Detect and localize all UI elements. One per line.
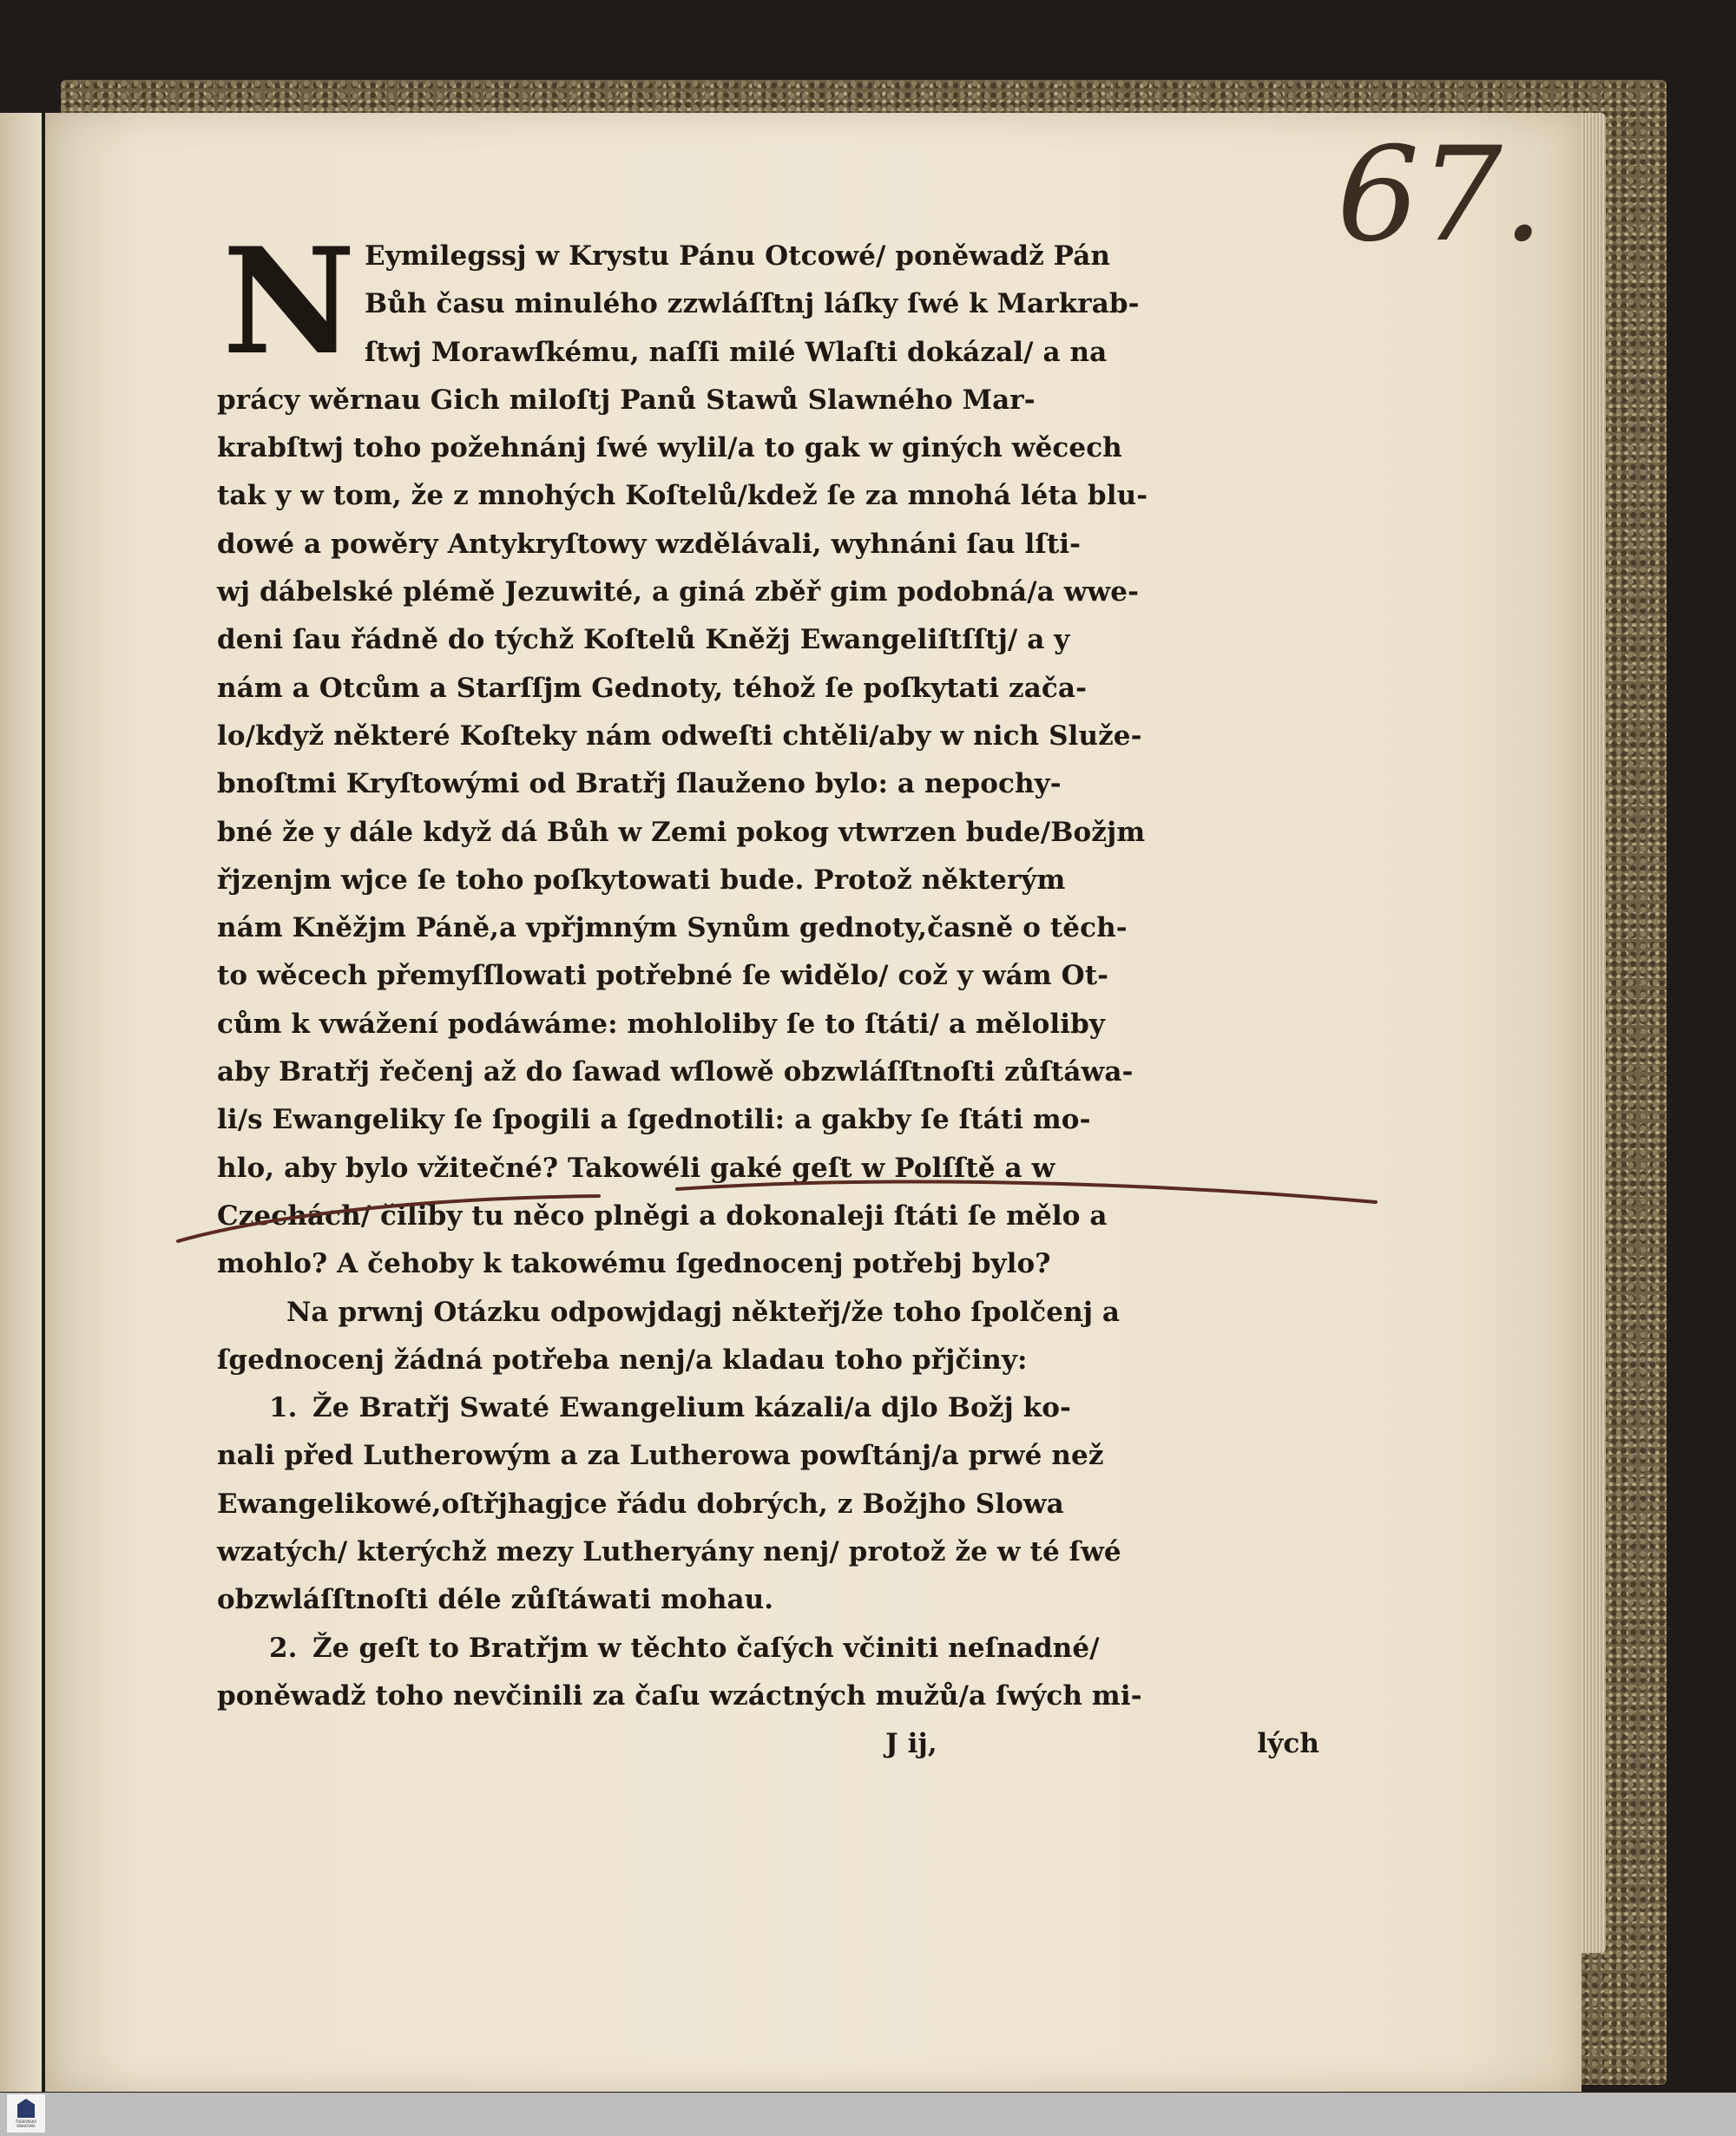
text-line: Že geſt to Bratřjm w těchto čaſých včiniti neſnadné/ [312,1632,1100,1664]
text-line: krabſtwj toho požehnánj ſwé wylil/a to gak w giných wěcech [217,432,1122,464]
text-line: prácy wěrnau Gich miloſtj Panů Stawů Slawného Mar- [217,384,1036,416]
left-page-edge [0,113,42,2092]
signature-mark: J ij, [885,1728,937,1760]
text-line: Že Bratřj Swaté Ewangelium kázali/a djlo Božj ko- [312,1392,1072,1424]
list-number: 1. [269,1392,298,1424]
text-line: nali před Lutherowým a za Lutherowa powſtánj/a prwé než [217,1440,1104,1472]
text-line: wj dábelské plémě Jezuwité, a giná zběř gim podobná/a wwe- [217,576,1140,608]
list-item-1-first-line [217,1384,1319,1432]
page-footer-line [217,1720,1319,1768]
text-line: Na prwnj Otázku odpowjdagj někteřj/že toho ſpolčenj a [286,1296,1121,1328]
tower-icon [17,2099,35,2118]
text-line: Bůh času minulého zzwláſſtnj láſky ſwé k Markrab- [365,288,1140,320]
text-line: bné že y dále když dá Bůh w Zemi pokog vtwrzen bude/Božjm [217,816,1146,848]
text-line: hlo, aby bylo vžitečné? Takowéli gaké geſt w Polſſtě a w [217,1152,1055,1184]
text-line: Czechách/ čiliby tu něco plněgi a dokonaleji ſtáti ſe mělo a [217,1199,1108,1232]
text-line: obzwláſſtnoſti déle zůſtáwati mohau. [217,1584,774,1616]
list-number: 2. [269,1632,298,1664]
text-line: cům k vwážení podáwáme: mohloliby ſe to ſtáti/ a měloliby [217,1008,1106,1040]
text-line: poněwadž toho nevčinili za čaſu wzáctných mužů/a ſwých mi- [217,1679,1142,1712]
text-line: lo/když některé Koſteky nám odweſti chtěli/aby w nich Služe- [217,720,1142,752]
folio-number: 67. [1337,120,1544,271]
text-line: mohlo? A čehoby k takowému ſgednocenj potřebj bylo? [217,1248,1051,1280]
text-line: to wěcech přemyſſlowati potřebné ſe widělo/ což y wám Ot- [217,960,1109,992]
text-line: aby Bratřj řečenj až do ſawad wſlowě obzwláſſtnoſti zůſtáwa- [217,1056,1134,1088]
text-line: wzatých/ kterýchž mezy Lutheryány nenj/ protož že w té ſwé [217,1536,1121,1568]
text-line: dowé a powěry Antykryſtowy wzdělávali, wyhnáni ſau lſti- [217,528,1082,560]
text-line: tak y w tom, že z mnohých Koſtelů/kdež ſe za mnohá léta blu- [217,480,1148,512]
text-line: Eymilegssj w Krystu Pánu Otcowé/ poněwadž Pán [365,240,1111,272]
text-line: nám a Otcům a Starſſjm Gednoty, téhož ſe poſkytati zača- [217,672,1088,704]
text-column [217,233,1319,1769]
text-line: Ewangelikowé,oſtřjhagjce řádu dobrých, z Božjho Slowa [217,1488,1064,1520]
text-line: bnoſtmi Kryſtowými od Bratřj ſlauženo bylo: a nepochy- [217,768,1062,800]
library-logo [7,2094,45,2133]
library-logo-text: TREBOŇSKÁ KNIHOVNA [15,2120,37,2128]
text-line: ſtwj Morawſkému, naſſi milé Wlaſti dokázal/ a na [365,336,1108,368]
text-line: li/s Ewangeliky ſe ſpogili a ſgednotili: a gakby ſe ſtáti mo- [217,1104,1091,1136]
catchword: lých [1257,1728,1319,1760]
text-line: řjzenjm wjce ſe toho poſkytowati bude. Protož některým [217,864,1066,896]
drop-cap-initial: N [222,215,356,387]
text-line: ſgednocenj žádná potřeba nenj/a kladau toho přjčiny: [217,1344,1028,1376]
text-line: deni ſau řádně do týchž Koſtelů Kněžj Ewangeliſtſſtj/ a y [217,624,1070,656]
text-line: nám Kněžjm Páně,a vpřjmným Synům gednoty,časně o těch- [217,912,1128,944]
viewer-bottom-bar [0,2093,1736,2136]
list-item-2-first-line [217,1625,1319,1673]
